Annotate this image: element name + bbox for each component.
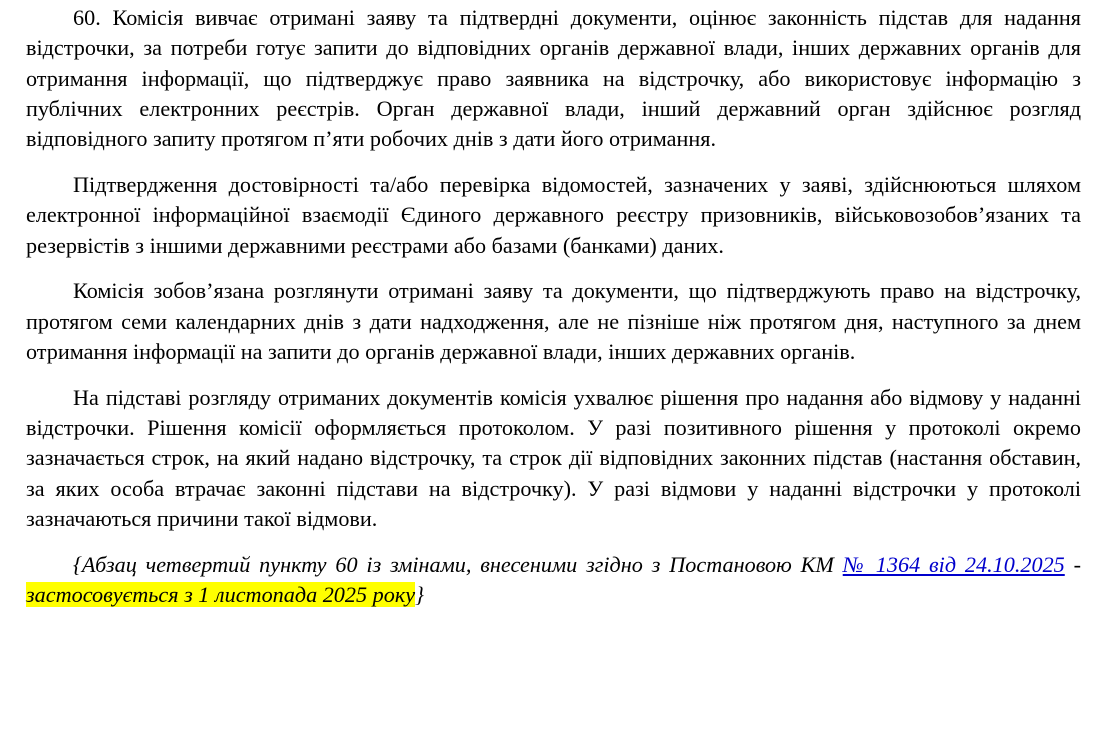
document-body: [26, 3, 1081, 610]
amendment-suffix: }: [415, 582, 424, 608]
amendment-prefix: {Абзац четвертий пункту 60 із змінами, внесеними згідно з Постановою КМ: [73, 551, 843, 577]
effective-date-highlight: застосовується з 1 листопада 2025 року: [26, 582, 416, 608]
paragraph-verification: Підтвердження достовірності та/або перевірка відомостей, зазначених у заяві, здійснюються шляхом електронної інформаційної взаємодії Єдиного державного реєстру призовників, військовозобов’язаних та резервістів з іншими державними реєстрами або базами (банками) даних.: [26, 171, 1081, 258]
resolution-link[interactable]: № 1364 від 24.10.2025: [842, 551, 1065, 577]
paragraph-decision: На підставі розгляду отриманих документів комісія ухвалює рішення про надання або відмову у наданні відстрочки. Рішення комісії оформляється протоколом. У разі позитивного рішення у протоколі окремо зазначається строк, на який надано відстрочку, та строк дії відповідних законних підстав (настання обставин, за яких особа втрачає законні підстави на відстрочку). У разі відмови у наданні відстрочки у протоколі зазначаються причини такої відмови.: [26, 384, 1081, 531]
paragraph-60-intro: 60. Комісія вивчає отримані заяву та підтвердні документи, оцінює законність підстав для надання відстрочки, за потреби готує запити до відповідних органів державної влади, інших державних органів для отримання інформації, що підтверджує право заявника на відстрочку, або використовує інформацію з публічних електронних реєстрів. Орган державної влади, інший державний орган здійснює розгляд відповідного запиту протягом п’яти робочих днів з дати його отримання.: [26, 5, 1081, 152]
amendment-note: [26, 550, 1081, 611]
paragraph-review-deadline: Комісія зобов’язана розглянути отримані заяву та документи, що підтверджують право на відстрочку, протягом семи календарних днів з дати надходження, але не пізніше ніж протягом дня, наступного за днем отримання інформації на запити до органів державної влади, інших державних органів.: [26, 278, 1081, 364]
amendment-separator: -: [1064, 551, 1082, 577]
